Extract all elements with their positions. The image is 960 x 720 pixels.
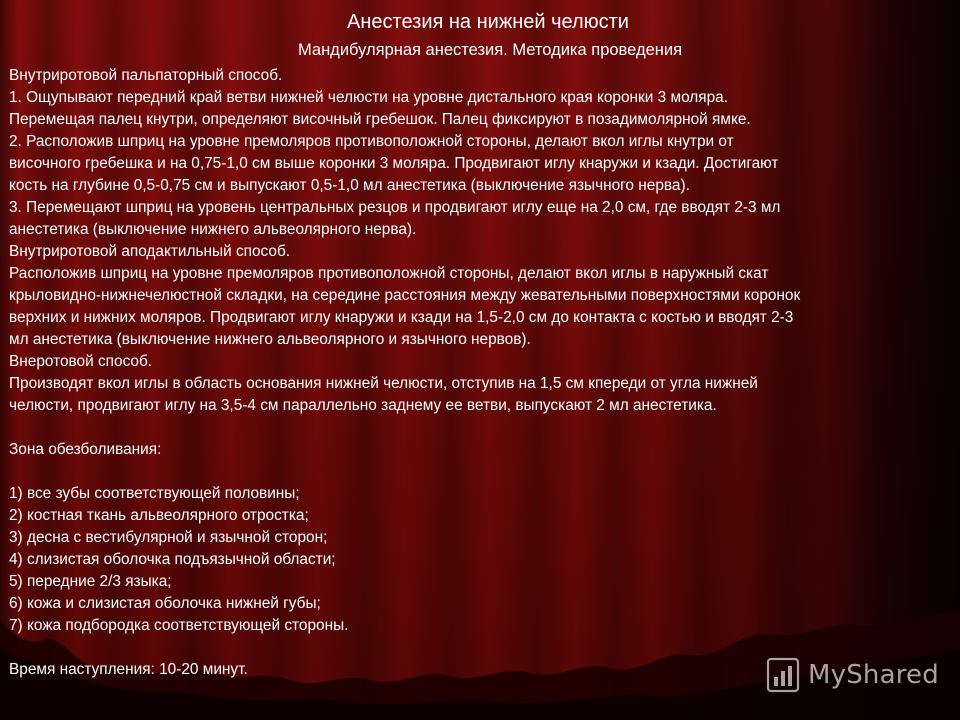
myshared-logo-icon <box>766 657 800 693</box>
text-line: 1. Ощупывают передний край ветви нижней челюсти на уровне дистального края коронки 3 моляра. <box>9 89 728 106</box>
list-item: 7) кожа подбородка соответствующей стороны. <box>9 617 349 634</box>
list-item: 1) все зубы соответствующей половины; <box>9 485 300 502</box>
text-line: анестетика (выключение нижнего альвеолярного нерва). <box>9 221 417 238</box>
onset-time: Время наступления: 10-20 минут. <box>9 661 248 678</box>
list-item: 2) костная ткань альвеолярного отростка; <box>9 507 309 524</box>
section-heading: Зона обезболивания: <box>9 441 162 458</box>
list-item: 4) слизистая оболочка подъязычной области; <box>9 551 336 568</box>
blank-line <box>9 461 960 483</box>
list-item: 3) десна с вестибулярной и язычной сторон; <box>9 529 328 546</box>
text-line: Расположив шприц на уровне премоляров противоположной стороны, делают вкол иглы в наружный скат <box>9 265 769 282</box>
section-heading: Внутриротовой пальпаторный способ. <box>9 67 283 84</box>
slide-subtitle: Мандибулярная анестезия. Методика проведения <box>297 41 683 59</box>
text-line: 3. Перемещают шприц на уровень центральных резцов и продвигают иглу еще на 2,0 см, где вводят 2-3 мл <box>9 199 781 216</box>
section-heading: Внутриротовой аподактильный способ. <box>9 243 291 260</box>
slide-body <box>9 65 960 681</box>
text-line: 2. Расположив шприц на уровне премоляров противоположной стороны, делают вкол иглы кнутри от <box>9 133 734 150</box>
slide-title: Анестезия на нижней челюсти <box>347 11 629 33</box>
text-line: височного гребешка и на 0,75-1,0 см выше коронки 3 моляра. Продвигают иглу кнаружи и кзади. Достигают <box>9 155 779 172</box>
text-line: кость на глубине 0,5-0,75 см и выпускают 0,5-1,0 мл анестетика (выключение язычного нерва). <box>9 177 690 194</box>
text-line: мл анестетика (выключение нижнего альвеолярного и язычного нервов). <box>9 331 531 348</box>
myshared-watermark[interactable] <box>766 655 939 695</box>
watermark-text: MyShared <box>808 660 939 690</box>
list-item: 5) передние 2/3 языка; <box>9 573 172 590</box>
text-line: Производят вкол иглы в область основания нижней челюсти, отступив на 1,5 см кпереди от угла нижней <box>9 375 758 392</box>
text-line: челюсти, продвигают иглу на 3,5-4 см параллельно заднему ее ветви, выпускают 2 мл анестетика. <box>9 397 717 414</box>
section-heading: Внеротовой способ. <box>9 353 153 370</box>
text-line: крыловидно-нижнечелюстной складки, на середине расстояния между жевательными поверхностями коронок <box>9 287 801 304</box>
text-line: Перемещая палец кнутри, определяют височный гребешок. Палец фиксируют в позадимолярной ямке. <box>9 111 751 128</box>
list-item: 6) кожа и слизистая оболочка нижней губы; <box>9 595 321 612</box>
text-line: верхних и нижних моляров. Продвигают иглу кнаружи и кзади на 1,5-2,0 см до контакта с костью и вводят 2-3 <box>9 309 794 326</box>
blank-line <box>9 417 960 439</box>
